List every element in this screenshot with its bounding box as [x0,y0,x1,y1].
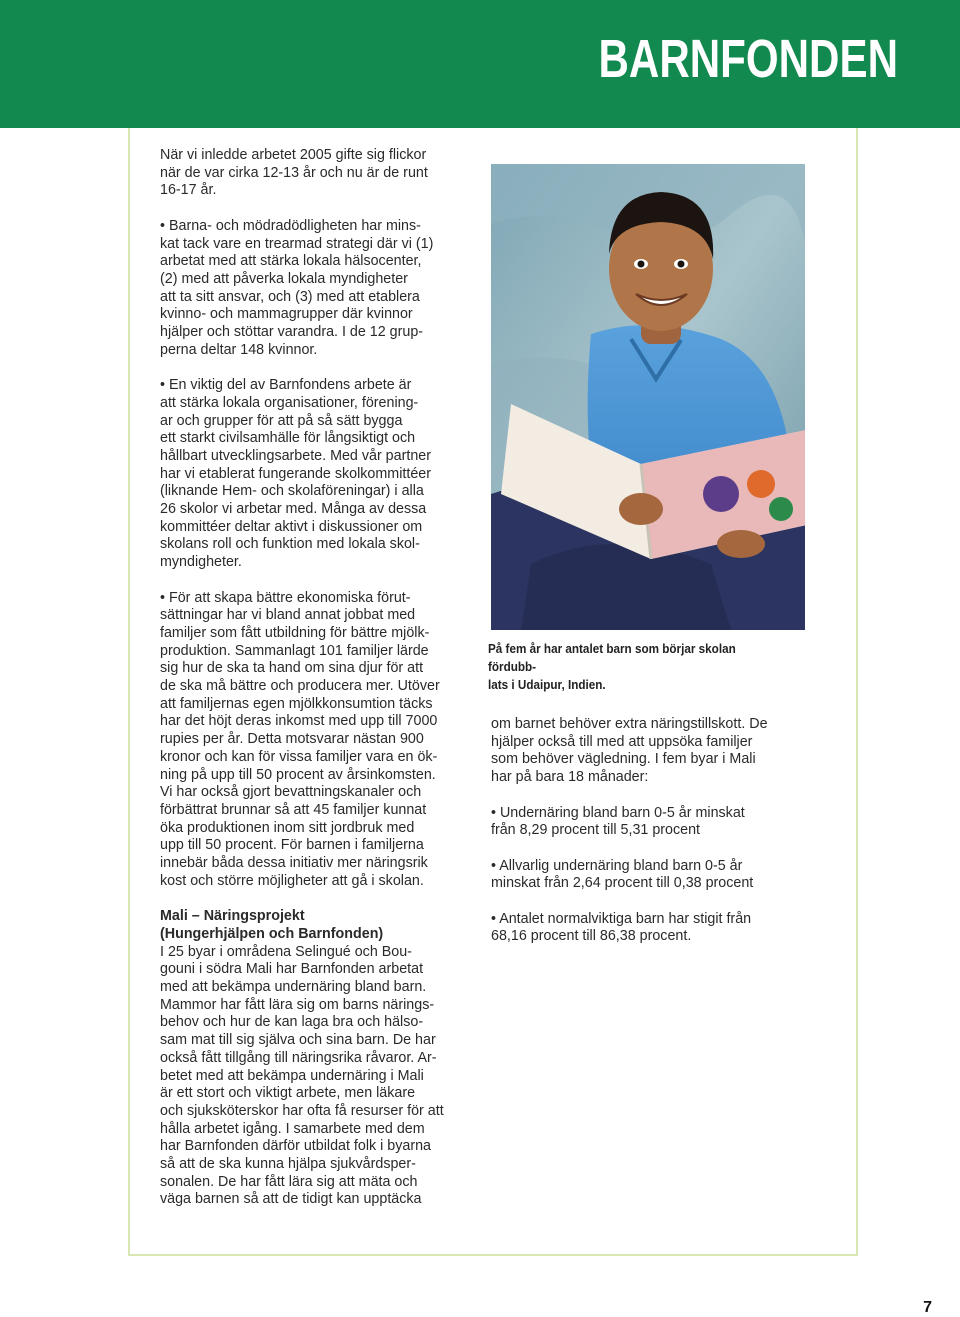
page-number: 7 [923,1299,932,1316]
right-column [491,716,811,964]
bullet-maternal-health: • Barna- och mödradödligheten har mins- kat tack vare en trearmad strategi där vi (1) arbetat med att stärka lokala hälsocenter, (2) med att påverka lokala myndigheter att ta sitt ansvar, och (3) med att etablera kvinno- och mammagrupper där kvinnor hjälper och stöttar varandra. I de 12 grup- perna deltar 148 kvinnor. [160,217,434,358]
mali-continuation: om barnet behöver extra näringstillskott. De hjälper också till med att uppsöka familjer som behöver vägledning. I fem byar i Mali har på bara 18 månader: [491,716,768,786]
bullet-normal-weight: • Antalet normalviktiga barn har stigit från 68,16 procent till 86,38 procent. [491,910,752,945]
header-banner [0,0,960,128]
mali-heading: Mali – Näringsprojekt (Hungerhjälpen och Barnfonden) [160,908,384,942]
photo-caption: På fem år har antalet barn som börjar skolan fördubb- lats i Udaipur, Indien. [488,641,736,692]
bullet-undernutrition: • Undernäring bland barn 0-5 år minskat från 8,29 procent till 5,31 procent [491,804,745,839]
photo-illustration [491,164,805,630]
bullet-civil-society: • En viktig del av Barnfondens arbete är att stärka lokala organisationer, förening- ar och grupper för att på så sätt bygga ett starkt civilsamhälle för långsiktigt och hållbart utvecklingsarbete. Med vår partner har vi etablerat fungerande skolkommittéer (liknande Hem- och skolaföreningar) i alla 26 skolor vi arbetar med. Många av dessa kommittéer deltar aktivt i diskussioner om skolans roll och funktion med lokala skol- myndigheter. [160,377,431,571]
bullet-severe-undernutrition: • Allvarlig undernäring bland barn 0-5 år minskat från 2,64 procent till 0,38 procent [491,857,754,892]
left-column [160,147,478,1227]
photo-boy-reading [491,164,805,630]
brand-title: BARNFONDEN [598,29,898,89]
intro-paragraph: När vi inledde arbetet 2005 gifte sig flickor när de var cirka 12-13 år och nu är de runt 16-17 år. [160,147,428,199]
bullet-economy: • För att skapa bättre ekonomiska förut- sättningar har vi bland annat jobbat med familjer som fått utbildning för bättre mjölk- produktion. Sammanlagt 101 familjer lärde sig hur de ska ta hand om sina djur för att de ska må bättre och producera mer. Utöver att familjernas egen mjölkkonsumtion täcks har det höjt deras inkomst med upp till 7000 rupies per år. Detta motsvarar nästan 900 kronor och kan för vissa familjer vara en ök- ning på upp till 50 procent av årsinkomsten. Vi har också gjort bevattningskanaler och förbättrat brunnar så att 45 familjer kunnat öka produktionen inom sitt jordbruk med upp till 50 procent. För barnen i familjerna innebär båda dessa initiativ mer näringsrik kost och större möjligheter att gå i skolan. [160,589,440,889]
mali-body: I 25 byar i områdena Selingué och Bou- gouni i södra Mali har Barnfonden arbetat med att bekämpa undernäring bland barn. Mammor har fått lära sig om barns närings- behov och hur de kan laga bra och hälso- sam mat till sig själva och sina barn. De har också fått tillgång till näringsrika råvaror. Ar- betet med att bekämpa undernäring i Mali är ett stort och viktigt arbete, men läkare och sjuksköterskor har ofta få resurser för att hålla arbetet igång. I samarbete med dem har Barnfonden därför utbildat folk i byarna så att de ska kunna hjälpa sjukvårdsper- sonalen. De har fått lära sig att mäta och väga barnen så att de tidigt kan upptäcka [160,943,444,1208]
